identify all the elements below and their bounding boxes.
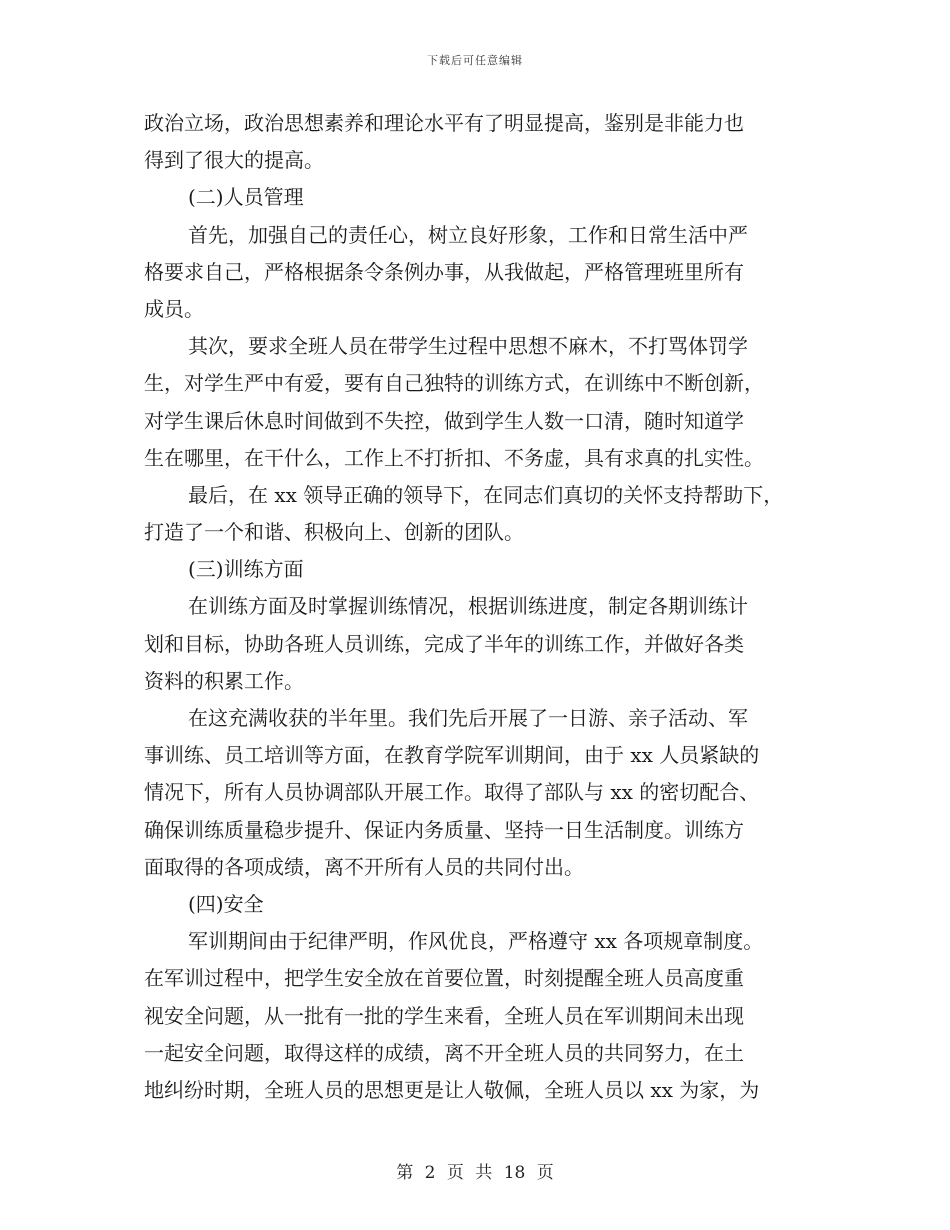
text-line-17: 在这充满收获的半年里。我们先后开展了一日游、亲子活动、军 (188, 706, 748, 730)
text-line-23: 军训期间由于纪律严明，作风优良，严格遵守 xx 各项规章制度。 (188, 929, 764, 954)
text-line-15: 划和目标，协助各班人员训练，完成了半年的训练工作，并做好各类 (144, 631, 744, 656)
section-heading-personnel: (二)人员管理 (188, 185, 304, 210)
text-line-19: 情况下，所有人员协调部队开展工作。取得了部队与 xx 的密切配合、 (144, 780, 760, 805)
text-line-9: 对学生课后休息时间做到不失控，做到学生人数一口清，随时知道学 (144, 408, 744, 433)
text-line-11: 最后，在 xx 领导正确的领导下，在同志们真切的关怀支持帮助下， (188, 482, 784, 507)
text-line-26: 一起安全问题，取得这样的成绩，离不开全班人员的共同努力，在土 (144, 1040, 744, 1065)
text-line-7: 其次，要求全班人员在带学生过程中思想不麻木，不打骂体罚学 (188, 334, 748, 359)
text-line-4: 首先，加强自己的责任心，树立良好形象，工作和日常生活中严 (188, 222, 748, 247)
text-line-12: 打造了一个和谐、积极向上、创新的团队。 (144, 520, 524, 545)
text-line-20: 确保训练质量稳步提升、保证内务质量、坚持一日生活制度。训练方 (144, 817, 744, 842)
document-body (144, 105, 819, 1109)
text-line-25: 视安全问题，从一批有一批的学生来看，全班人员在军训期间未出现 (144, 1003, 744, 1028)
section-heading-safety: (四)安全 (188, 891, 264, 916)
section-heading-training: (三)训练方面 (188, 557, 304, 582)
text-line-21: 面取得的各项成绩，离不开所有人员的共同付出。 (144, 854, 584, 879)
text-line-24: 在军训过程中，把学生安全放在首要位置，时刻提醒全班人员高度重 (144, 966, 744, 991)
text-line-6: 成员。 (144, 296, 204, 321)
text-line-2: 得到了很大的提高。 (144, 148, 324, 173)
text-line-8: 生，对学生严中有爱，要有自己独特的训练方式，在训练中不断创新， (144, 371, 764, 396)
text-line-18: 事训练、员工培训等方面，在教育学院军训期间，由于 xx 人员紧缺的 (144, 743, 760, 768)
text-line-5: 格要求自己，严格根据条令条例办事，从我做起，严格管理班里所有 (144, 259, 744, 284)
text-line-27: 地纠纷时期，全班人员的思想更是让人敬佩，全班人员以 xx 为家，为 (144, 1077, 760, 1102)
text-line-14: 在训练方面及时掌握训练情况，根据训练进度，制定各期训练计 (188, 594, 748, 619)
text-line-16: 资料的积累工作。 (144, 668, 304, 693)
page-number: 第 2 页 共 18 页 (396, 1163, 554, 1183)
text-line-1: 政治立场，政治思想素养和理论水平有了明显提高，鉴别是非能力也 (144, 111, 744, 135)
page-header: 下载后可任意编辑 (427, 54, 523, 67)
text-line-10: 生在哪里，在干什么，工作上不打折扣、不务虚，具有求真的扎实性。 (144, 445, 764, 470)
